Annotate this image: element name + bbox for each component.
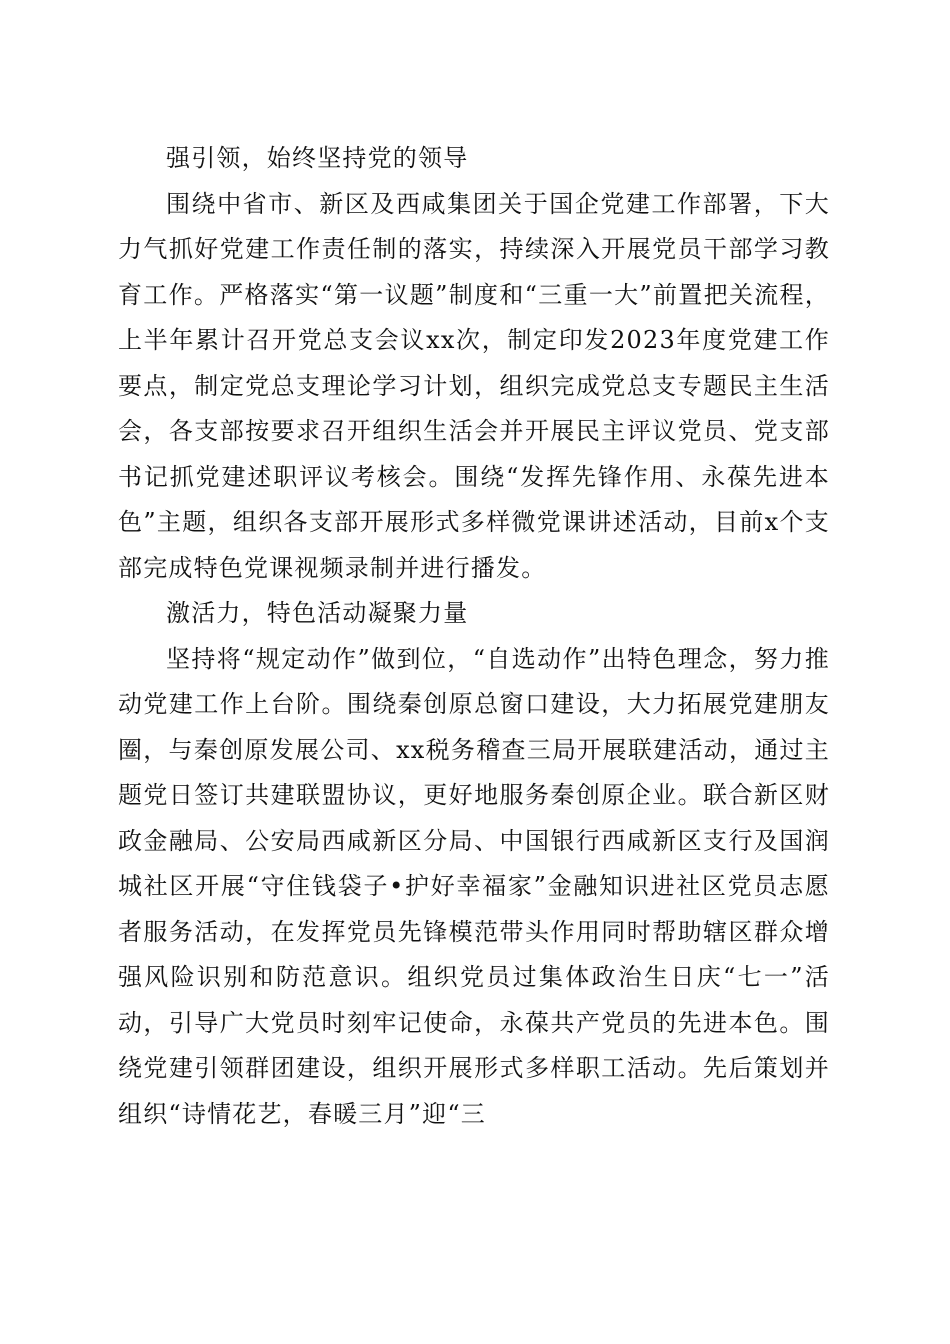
section-heading-1: 强引领，始终坚持党的领导 <box>166 144 469 172</box>
section-paragraph-2: 坚持将“规定动作”做到位，“自选动作”出特色理念，努力推动党建工作上台阶。围绕秦创原总窗口建设，大力拓展党建朋友圈，与秦创原发展公司、xx税务稽查三局开展联建活动，通过主题党日签订共建联盟协议，更好地服务秦创原企业。联合新区财政金融局、公安局西咸新区分局、中国银行西咸新区支行及国润城社区开展“守住钱袋子•护好幸福家”金融知识进社区党员志愿者服务活动，在发挥党员先锋模范带头作用同时帮助辖区群众增强风险识别和防范意识。组织党员过集体政治生日庆“七一”活动，引导广大党员时刻牢记使命，永葆共产党员的先进本色。围绕党建引领群团建设，组织开展形式多样职工活动。先后策划并组织“诗情花艺，春暖三月”迎“三 <box>118 644 830 1128</box>
section-paragraph-1: 围绕中省市、新区及西咸集团关于国企党建工作部署，下大力气抓好党建工作责任制的落实，持续深入开展党员干部学习教育工作。严格落实“第一议题”制度和“三重一大”前置把关流程，上半年累计召开党总支会议xx次，制定印发2023年度党建工作要点，制定党总支理论学习计划，组织完成党总支专题民主生活会，各支部按要求召开组织生活会并开展民主评议党员、党支部书记抓党建述职评议考核会。围绕“发挥先锋作用、永葆先进本色”主题，组织各支部开展形式多样微党课讲述活动，目前x个支部完成特色党课视频录制并进行播发。 <box>118 189 830 582</box>
section-heading-2: 激活力，特色活动凝聚力量 <box>166 599 469 627</box>
document-body <box>118 136 830 1137</box>
